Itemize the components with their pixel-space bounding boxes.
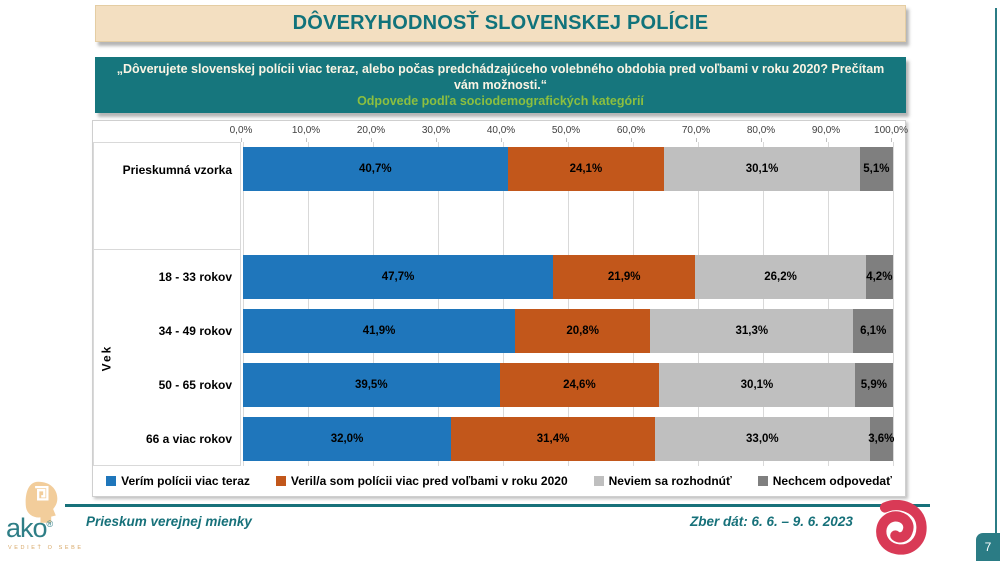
category-label: 66 a viac rokov (145, 432, 232, 446)
survey-question: „Dôverujete slovenskej polícii viac teraz, alebo počas predchádzajúceho volebného obdobia pred voľbami v roku 2020? Prečítam vám možnosti.“ (116, 61, 885, 92)
bar-segment (243, 309, 515, 353)
bar-segment-value: 24,6% (563, 379, 596, 391)
x-axis-tick-label: 40,0% (486, 125, 516, 136)
title-box (95, 5, 906, 42)
bar-segment (664, 147, 860, 191)
bar-segment-value: 31,3% (735, 325, 769, 337)
bar-segment-value: 33,0% (746, 433, 779, 445)
bar-segment-value: 5,9% (860, 379, 887, 391)
category-label: 50 - 65 rokov (158, 378, 232, 392)
bar-segment (243, 147, 508, 191)
bar-segment-value: 26,2% (764, 271, 797, 283)
bar-segment-value: 3,6% (868, 433, 895, 445)
legend-label: Veril/a som polícii viac pred voľbami v roku 2020 (290, 474, 568, 488)
bar-segment-value: 31,4% (536, 433, 570, 445)
stacked-bar (243, 363, 893, 407)
bar-segment (243, 417, 451, 461)
axis-spacer (93, 125, 241, 142)
page-number-badge (976, 533, 1000, 561)
legend (93, 466, 905, 496)
question-box (95, 57, 906, 113)
bar-segment-value: 30,1% (745, 163, 779, 175)
bar-segment-value: 32,0% (330, 433, 364, 445)
bar-segment-value: 30,1% (740, 379, 774, 391)
bar-row (243, 358, 893, 412)
bar-segment (553, 255, 695, 299)
bar-segment (695, 255, 865, 299)
legend-swatch (758, 476, 768, 486)
x-axis-tick-label: 0,0% (229, 125, 253, 136)
spiral-logo-icon (872, 500, 928, 556)
legend-swatch (594, 476, 604, 486)
bar-segment-value: 21,9% (607, 271, 641, 283)
footer-right-text: Zber dát: 6. 6. – 9. 6. 2023 (690, 514, 853, 529)
x-axis-tick-label: 100,0% (874, 125, 908, 136)
x-axis-tick-label: 60,0% (616, 125, 646, 136)
legend-swatch (106, 476, 116, 486)
x-axis-ticks (229, 125, 908, 142)
plot-area (93, 142, 905, 466)
x-axis-tick-label: 20,0% (356, 125, 386, 136)
sample-labels (94, 143, 240, 197)
ako-tagline: VEDIEŤ O SEBE (8, 545, 84, 551)
bar-segment (508, 147, 665, 191)
stacked-bar (243, 255, 893, 299)
bar-segment-value: 24,1% (569, 163, 603, 175)
stacked-bar (243, 309, 893, 353)
right-edge-accent (995, 8, 997, 533)
bar-segment-value: 5,1% (863, 163, 890, 175)
ako-logo (4, 481, 86, 559)
footer-left-text: Prieskum verejnej mienky (86, 514, 252, 529)
vek-strip (94, 250, 118, 465)
legend-item (276, 474, 568, 488)
bar-segment (243, 255, 553, 299)
category-group-vek (93, 250, 241, 466)
category-axis (93, 142, 241, 466)
bar-segment (451, 417, 655, 461)
vek-labels (118, 250, 240, 465)
x-axis-tick-label: 90,0% (811, 125, 841, 136)
bar-segment (243, 363, 500, 407)
bar-segment (659, 363, 854, 407)
bar-segment-value: 20,8% (566, 325, 599, 337)
x-axis (93, 125, 908, 142)
gridline (893, 142, 894, 466)
page-title: DÔVERYHODNOSŤ SLOVENSKEJ POLÍCIE (292, 12, 709, 34)
spacer-row (243, 196, 893, 250)
bar-segment-value: 41,9% (362, 325, 396, 337)
group-axis-label: Vek (99, 344, 114, 371)
x-axis-tick-mark (241, 138, 242, 142)
category-label: 34 - 49 rokov (158, 324, 232, 338)
bar-segment-value: 47,7% (381, 271, 415, 283)
stacked-bar (243, 147, 893, 191)
bar-segment (655, 417, 870, 461)
bar-segment-value: 4,2% (866, 271, 893, 283)
category-group-sample (93, 142, 241, 250)
bar-segment (515, 309, 650, 353)
bar-segment (870, 417, 893, 461)
bar-segment-value: 40,7% (358, 163, 392, 175)
bar-segment (866, 255, 893, 299)
page-number: 7 (984, 540, 992, 554)
legend-item (758, 474, 892, 488)
chart (92, 120, 906, 497)
bar-row (243, 304, 893, 358)
bar-row (243, 250, 893, 304)
category-label: 18 - 33 rokov (158, 270, 232, 284)
stacked-bar (243, 417, 893, 461)
legend-label: Neviem sa rozhodnúť (608, 474, 732, 488)
footer-divider (65, 504, 930, 507)
bar-segment (855, 363, 893, 407)
bar-segment-value: 6,1% (860, 325, 887, 337)
x-axis-tick-label: 10,0% (291, 125, 321, 136)
bar-segment (650, 309, 853, 353)
legend-swatch (276, 476, 286, 486)
legend-label: Nechcem odpovedať (772, 474, 892, 488)
category-label: Prieskumná vzorka (122, 163, 232, 177)
bar-row (243, 142, 893, 196)
survey-subtitle: Odpovede podľa sociodemografických kategórií (357, 94, 644, 109)
x-axis-tick-label: 30,0% (421, 125, 451, 136)
legend-item (594, 474, 732, 488)
bar-row (243, 412, 893, 466)
ako-wordmark: ako® (6, 513, 53, 543)
bar-segment (500, 363, 660, 407)
bar-segment (853, 309, 893, 353)
registered-mark: ® (46, 519, 53, 529)
x-axis-tick-label: 80,0% (746, 125, 776, 136)
bars (243, 142, 893, 466)
bar-segment-value: 39,5% (354, 379, 388, 391)
legend-label: Verím polícii viac teraz (121, 474, 250, 488)
bar-segment (860, 147, 893, 191)
x-axis-tick-label: 50,0% (551, 125, 581, 136)
legend-item (106, 474, 250, 488)
x-axis-tick-label: 70,0% (681, 125, 711, 136)
plot (243, 142, 893, 466)
